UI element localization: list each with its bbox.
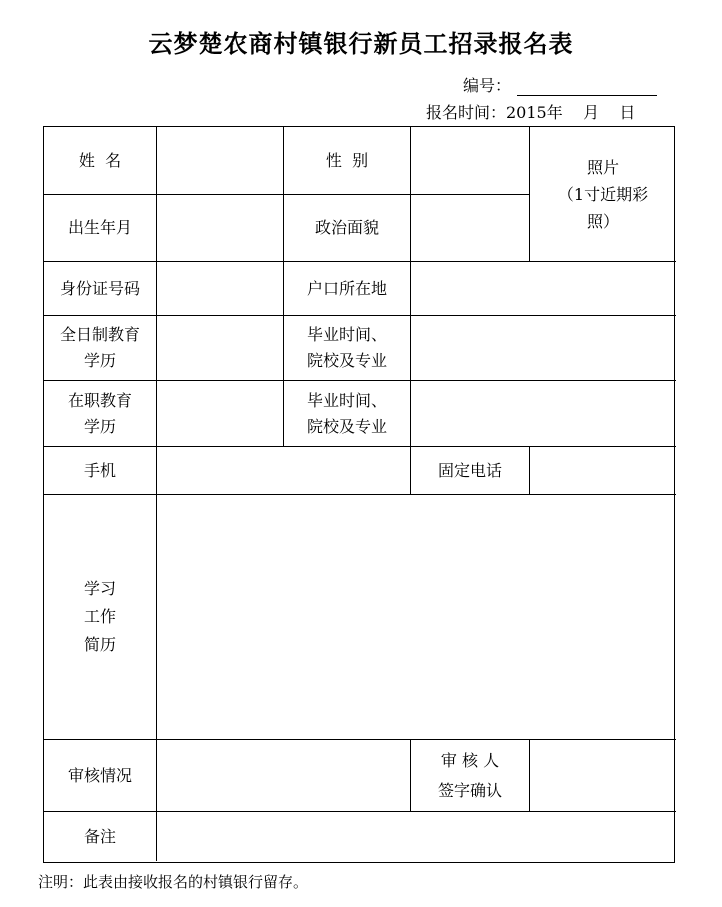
label-mobile: 手机 [44, 447, 157, 495]
label-inservice-education: 在职教育 学历 [44, 381, 157, 447]
input-gender[interactable] [411, 127, 530, 195]
input-id-number[interactable] [157, 262, 284, 316]
input-political[interactable] [411, 195, 530, 262]
input-review-status[interactable] [157, 740, 411, 812]
serial-number-line [463, 73, 657, 96]
input-resume[interactable] [157, 495, 676, 740]
label-resume: 学习 工作 简历 [44, 495, 157, 740]
label-reviewer-signature: 审 核 人 签字确认 [411, 740, 530, 812]
input-reviewer-signature[interactable] [530, 740, 676, 812]
label-graduation-info-inservice: 毕业时间、 院校及专业 [284, 381, 411, 447]
input-birth[interactable] [157, 195, 284, 262]
label-political: 政治面貌 [284, 195, 411, 262]
input-remarks[interactable] [157, 812, 676, 861]
input-hukou[interactable] [411, 262, 676, 316]
photo-box[interactable] [530, 127, 676, 262]
label-fulltime-education: 全日制教育 学历 [44, 316, 157, 381]
label-name: 姓 名 [44, 127, 157, 195]
label-graduation-info-fulltime: 毕业时间、 院校及专业 [284, 316, 411, 381]
label-gender: 性 别 [284, 127, 411, 195]
label-birth: 出生年月 [44, 195, 157, 262]
label-landline: 固定电话 [411, 447, 530, 495]
input-graduation-info-fulltime[interactable] [411, 316, 676, 381]
label-hukou: 户口所在地 [284, 262, 411, 316]
input-name[interactable] [157, 127, 284, 195]
input-mobile[interactable] [157, 447, 411, 495]
registration-date-line: 报名时间：2015年 月 日 [426, 103, 636, 122]
serial-number-label: 编号： [463, 76, 512, 95]
label-review-status: 审核情况 [44, 740, 157, 812]
photo-label: 照片 （1寸近期彩照） [557, 157, 649, 231]
footnote: 注明：此表由接收报名的村镇银行留存。 [38, 873, 309, 891]
input-graduation-info-inservice[interactable] [411, 381, 676, 447]
form-title: 云梦楚农商村镇银行新员工招录报名表 [148, 30, 574, 58]
label-remarks: 备注 [44, 812, 157, 861]
input-fulltime-education[interactable] [157, 316, 284, 381]
input-inservice-education[interactable] [157, 381, 284, 447]
input-landline[interactable] [530, 447, 676, 495]
registration-form-table [43, 126, 675, 863]
serial-number-field[interactable] [517, 77, 657, 96]
label-id-number: 身份证号码 [44, 262, 157, 316]
